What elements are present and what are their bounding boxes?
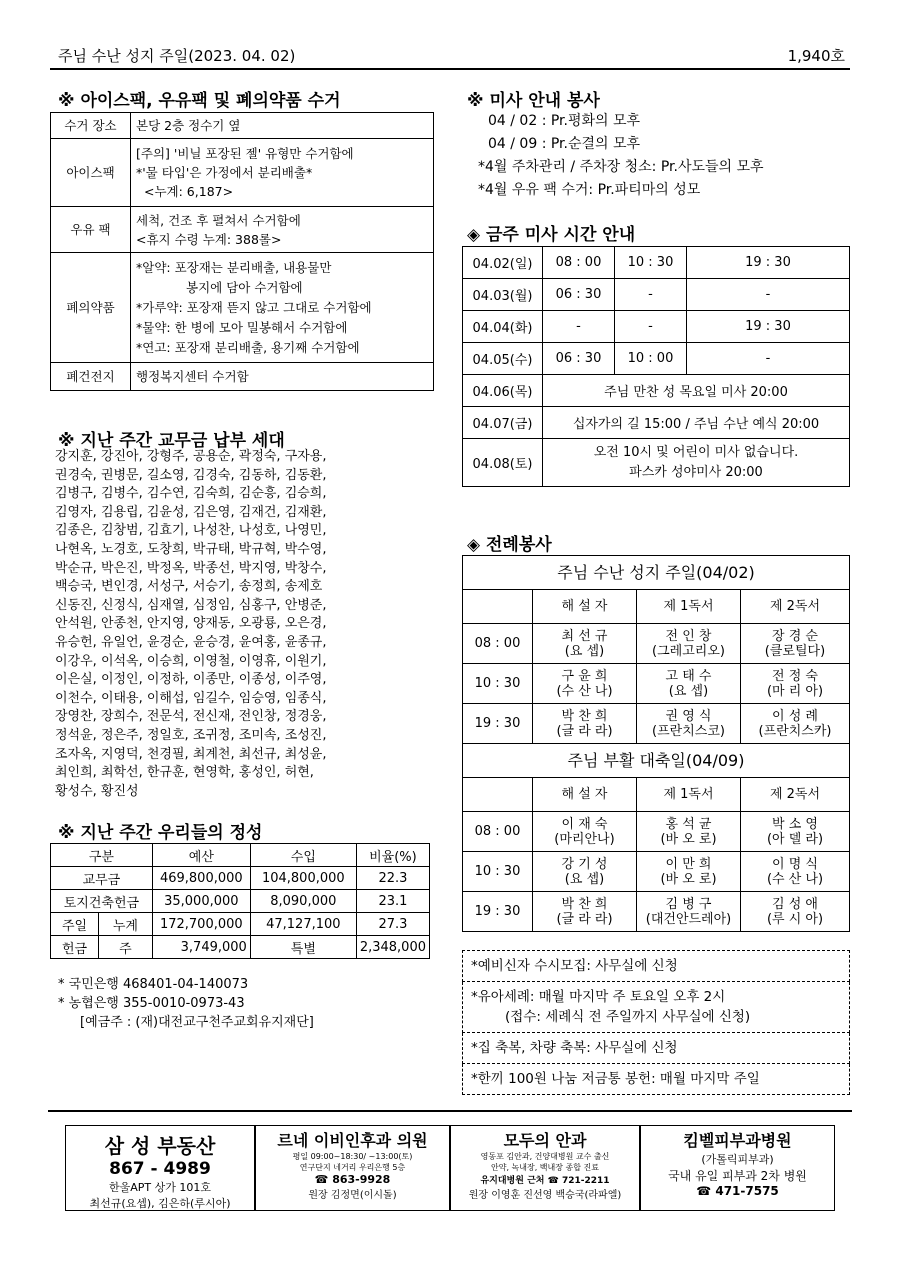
notice-item: *집 축복, 차량 축복: 사무실에 신청 — [462, 1033, 850, 1064]
time-cell: 10 : 30 — [463, 852, 533, 892]
person-cell — [533, 624, 637, 664]
time-cell: 10 : 30 — [615, 247, 687, 279]
person-cell — [741, 812, 850, 852]
sunday-label: 주일 — [51, 913, 99, 936]
time-cell: 19 : 30 — [687, 247, 850, 279]
col-header: 해 설 자 — [533, 590, 637, 624]
person-cell — [637, 664, 741, 704]
person-name: 장 경 순 — [772, 628, 818, 644]
saint-name: (마리안나) — [554, 831, 615, 847]
time-cell: 19 : 30 — [687, 311, 850, 343]
ad-samsung-realty — [65, 1125, 255, 1211]
row-label: 폐건전지 — [51, 363, 131, 391]
row-text: <휴지 수령 누계: 388롤> — [136, 231, 282, 247]
special-mass-line: 파스카 성야미사 20:00 — [629, 464, 763, 480]
table-row — [463, 778, 850, 812]
row-text: *알약: 포장재는 분리배출, 내용물만 — [136, 259, 332, 275]
ad-name: 킴벨피부과병원 — [683, 1131, 792, 1150]
ad-address: 한울APT 상가 101호 — [109, 1181, 211, 1194]
time-cell: - — [687, 279, 850, 311]
collection-title: ※ 아이스팩, 우유팩 및 폐의약품 수거 — [58, 91, 341, 111]
bulletin-date-title: 주님 수난 성지 주일(2023. 04. 02) — [58, 47, 296, 65]
row-label: 수거 장소 — [51, 113, 131, 139]
name-line: 장영찬, 장희수, 전문석, 전신재, 전인창, 정경웅, — [55, 709, 327, 725]
saint-name: (프란치스코) — [652, 723, 725, 739]
person-name: 김 병 구 — [665, 896, 712, 912]
date-cell: 04.03(월) — [463, 279, 543, 311]
special-mass-cell: 십자가의 길 15:00 / 주님 수난 예식 20:00 — [543, 407, 850, 439]
person-name: 구 윤 희 — [561, 668, 608, 684]
person-cell — [533, 704, 637, 744]
person-cell — [741, 704, 850, 744]
row-text: [주의] '비닐 포장된 젤' 유형만 수거함에 — [136, 146, 354, 161]
income-value: 104,800,000 — [250, 867, 356, 890]
col-header: 예산 — [152, 844, 250, 867]
ad-phone: 867 - 4989 — [109, 1159, 211, 1179]
table-row — [463, 247, 850, 279]
time-cell: - — [615, 279, 687, 311]
name-line: 김병구, 김병수, 김수연, 김숙희, 김순흥, 김승희, — [55, 486, 327, 502]
person-name: 박 소 영 — [772, 816, 818, 832]
name-line: 권경숙, 권병문, 길소영, 김경숙, 김동하, 김동환, — [55, 467, 327, 483]
row-label: 아이스팩 — [51, 139, 131, 207]
saint-name: (클로틸다) — [764, 643, 826, 659]
row-label: 폐의약품 — [51, 253, 131, 363]
ad-rene-ent — [255, 1125, 450, 1211]
person-cell — [741, 852, 850, 892]
table-row — [51, 139, 434, 207]
saint-name: (수 산 나) — [556, 683, 613, 699]
ad-director: 원장 이영훈 진선영 백승국(라파엘) — [468, 1190, 622, 1201]
income-value: 8,090,000 — [250, 890, 356, 913]
person-cell — [637, 624, 741, 664]
name-line: 황성수, 황진성 — [55, 783, 139, 799]
person-name: 박 찬 희 — [561, 896, 608, 912]
person-name: 권 영 식 — [665, 708, 712, 724]
special-mass-cell: 주님 만찬 성 목요일 미사 20:00 — [543, 375, 850, 407]
mass-times-title: ◈ 금주 미사 시간 안내 — [467, 225, 636, 245]
name-line: 김종은, 김창범, 김효기, 나성찬, 나성호, 나영민, — [55, 523, 327, 539]
table-row — [463, 744, 850, 778]
saint-name: (글 라 라) — [556, 723, 613, 739]
notice-item: *예비신자 수시모집: 사무실에 신청 — [462, 950, 850, 982]
offering-table — [50, 843, 430, 959]
time-cell: 06 : 30 — [543, 279, 615, 311]
notice-line: (접수: 세례식 전 주일까지 사무실에 신청) — [505, 1009, 751, 1025]
special-value: 2,348,000 — [356, 936, 429, 959]
tithe-name-list — [55, 448, 440, 801]
time-cell: 06 : 30 — [543, 343, 615, 375]
budget-value: 35,000,000 — [152, 890, 250, 913]
saint-name: (루 시 아) — [766, 911, 824, 927]
table-row — [463, 664, 850, 704]
table-row — [51, 890, 430, 913]
ad-modu-eye — [450, 1125, 640, 1211]
person-name: 이 명 식 — [772, 856, 818, 872]
person-name: 고 태 수 — [665, 668, 712, 684]
ad-info: 국내 유일 피부과 2차 병원 — [668, 1169, 807, 1183]
table-row — [51, 207, 434, 253]
table-row — [51, 253, 434, 363]
name-line: 유승헌, 유일언, 윤경순, 윤승경, 윤여홍, 윤종규, — [55, 634, 327, 650]
time-cell: - — [543, 311, 615, 343]
ad-phone: ☎ 471-7575 — [696, 1184, 779, 1198]
issue-number: 1,940호 — [787, 47, 845, 65]
table-row — [463, 812, 850, 852]
person-name: 이 재 숙 — [561, 816, 608, 832]
saint-name: (대건안드레아) — [645, 911, 732, 927]
budget-value: 469,800,000 — [152, 867, 250, 890]
person-name: 박 찬 희 — [561, 708, 608, 724]
table-row — [51, 113, 434, 139]
saint-name: (마 리 아) — [766, 683, 824, 699]
mass-times-table — [462, 246, 850, 487]
name-line: 백승국, 변인경, 서성구, 서승기, 송정희, 송제호 — [55, 579, 323, 595]
ad-info: 안약, 녹내장, 백내장 종합 진료 — [491, 1163, 599, 1172]
mass-service-list — [478, 110, 764, 202]
col-header: 해 설 자 — [533, 778, 637, 812]
table-row — [463, 556, 850, 590]
name-line: 안석원, 안종천, 안지영, 양재동, 오광룡, 오은경, — [55, 616, 327, 632]
notice-line: *유아세례: 매월 마지막 주 토요일 오후 2시 — [471, 989, 726, 1005]
row-text: 봉지에 담아 수거함에 — [186, 279, 303, 295]
header-divider — [50, 68, 850, 70]
ad-info: 영동포 김안과, 건양대병원 교수 출신 — [480, 1152, 610, 1161]
budget-value: 172,700,000 — [152, 913, 250, 936]
service-line: 04 / 02 : Pr.평화의 모후 — [488, 113, 641, 129]
row-label: 누계 — [99, 913, 153, 936]
ad-name: 모두의 안과 — [503, 1131, 587, 1150]
notice-box — [462, 950, 850, 1095]
person-name: 강 기 성 — [561, 856, 608, 872]
date-cell: 04.04(화) — [463, 311, 543, 343]
person-name: 전 인 창 — [665, 628, 712, 644]
service-line: *4월 우유 팩 수거: Pr.파티마의 성모 — [478, 182, 701, 198]
table-row — [463, 311, 850, 343]
saint-name: (요 셉) — [564, 643, 605, 659]
row-text: <누계: 6,187> — [144, 184, 234, 199]
budget-value: 3,749,000 — [152, 936, 250, 959]
notice-item: *한끼 100원 나눔 저금통 봉헌: 매월 마지막 주일 — [462, 1064, 850, 1095]
person-cell — [533, 892, 637, 932]
ratio-value: 27.3 — [356, 913, 429, 936]
col-header: 제 1독서 — [637, 778, 741, 812]
saint-name: (아 델 라) — [766, 831, 824, 847]
sunday-label: 헌금 — [51, 936, 99, 959]
special-mass-line: 오전 10시 및 어린이 미사 없습니다. — [593, 444, 799, 460]
name-line: 조자옥, 지영덕, 천경필, 최계천, 최선규, 최성윤, — [55, 746, 327, 762]
bank-account: * 국민은행 468401-04-140073 — [58, 977, 249, 992]
person-cell — [741, 624, 850, 664]
table-row — [463, 590, 850, 624]
col-header: 비율(%) — [356, 844, 429, 867]
saint-name: (수 산 나) — [766, 871, 824, 887]
name-line: 이은실, 이정인, 이정하, 이종만, 이종성, 이주영, — [55, 672, 327, 688]
row-text: *물약: 한 병에 모아 밀봉해서 수거함에 — [136, 319, 348, 335]
notice-item — [462, 982, 850, 1033]
special-mass-cell — [543, 439, 850, 487]
ad-name: 르네 이비인후과 의원 — [277, 1131, 428, 1150]
name-line: 최인희, 최학선, 한규훈, 현영학, 홍성인, 허현, — [55, 765, 314, 781]
table-row — [463, 375, 850, 407]
service-line: 04 / 09 : Pr.순결의 모후 — [488, 136, 641, 152]
saint-name: (그레고리오) — [652, 643, 725, 659]
special-label: 특별 — [250, 936, 356, 959]
table-row — [463, 279, 850, 311]
time-cell: 08 : 00 — [463, 624, 533, 664]
saint-name: (바 오 로) — [660, 831, 717, 847]
ratio-value: 22.3 — [356, 867, 429, 890]
row-text: *가루약: 포장재 뜯지 않고 그대로 수거함에 — [136, 299, 372, 315]
offering-title: ※ 지난 주간 우리들의 정성 — [58, 823, 263, 843]
ad-name: 삼 성 부동산 — [104, 1134, 216, 1158]
ad-subtitle: (가톨릭피부과) — [701, 1153, 774, 1166]
person-cell — [637, 704, 741, 744]
account-holder: [예금주 : (재)대전교구천주교회유지재단] — [80, 1015, 314, 1030]
time-cell: 08 : 00 — [463, 812, 533, 852]
row-label: 교무금 — [51, 867, 153, 890]
col-header: 제 2독서 — [741, 590, 850, 624]
table-row — [463, 343, 850, 375]
col-header: 제 2독서 — [741, 778, 850, 812]
table-row — [463, 704, 850, 744]
table-row — [463, 892, 850, 932]
table-row — [51, 867, 430, 890]
saint-name: (바 오 로) — [660, 871, 717, 887]
person-name: 최 선 규 — [561, 628, 608, 644]
time-cell: 10 : 30 — [463, 664, 533, 704]
table-row — [51, 936, 430, 959]
name-line: 이천수, 이태용, 이해섭, 임길수, 임승영, 임종식, — [55, 690, 327, 706]
time-cell: 19 : 30 — [463, 704, 533, 744]
date-cell: 04.08(토) — [463, 439, 543, 487]
table-row — [51, 363, 434, 391]
person-cell — [741, 664, 850, 704]
time-cell: 19 : 30 — [463, 892, 533, 932]
date-cell: 04.02(일) — [463, 247, 543, 279]
person-cell — [533, 812, 637, 852]
ad-hours: 평일 09:00~18:30/ ~13:00(토) — [292, 1152, 413, 1161]
ad-kimbell-derm — [640, 1125, 835, 1211]
person-cell — [637, 812, 741, 852]
time-cell: - — [687, 343, 850, 375]
saint-name: (프란치스카) — [758, 723, 832, 739]
person-name: 전 정 숙 — [772, 668, 818, 684]
date-cell: 04.07(금) — [463, 407, 543, 439]
ad-phone: ☎ 863-9928 — [314, 1173, 391, 1186]
footer-divider — [48, 1110, 852, 1112]
row-text: 행정복지센터 수거함 — [136, 369, 249, 384]
saint-name: (요 셉) — [564, 871, 605, 887]
name-line: 강지훈, 강진아, 강형주, 공용순, 곽정숙, 구자용, — [55, 449, 327, 464]
time-cell: 08 : 00 — [543, 247, 615, 279]
date-cell: 04.05(수) — [463, 343, 543, 375]
row-label: 주 — [99, 936, 153, 959]
col-header: 구분 — [51, 844, 153, 867]
name-line: 김영자, 김용립, 김윤성, 김은영, 김재건, 김재환, — [55, 504, 327, 520]
bank-info — [58, 975, 314, 1032]
person-cell — [637, 852, 741, 892]
liturgy-group-name: 주님 수난 성지 주일(04/02) — [463, 556, 850, 590]
name-line: 정석윤, 정은주, 정일호, 조귀정, 조미속, 조성진, — [55, 727, 327, 743]
liturgy-title: ◈ 전례봉사 — [467, 535, 552, 555]
ad-owner: 최선규(요셉), 김은하(루시아) — [89, 1197, 231, 1210]
row-label: 토지건축헌금 — [51, 890, 153, 913]
ad-location: 연구단지 네거리 우리은행 5층 — [299, 1163, 406, 1172]
row-label: 우유 팩 — [51, 207, 131, 253]
person-cell — [637, 892, 741, 932]
person-cell — [741, 892, 850, 932]
collection-table — [50, 112, 434, 391]
person-name: 이 성 례 — [772, 708, 818, 724]
name-line: 이강우, 이석옥, 이승희, 이영철, 이영휴, 이원기, — [55, 653, 327, 669]
bank-account: * 농협은행 355-0010-0973-43 — [58, 996, 245, 1011]
table-row — [463, 624, 850, 664]
table-row — [51, 913, 430, 936]
person-cell — [533, 664, 637, 704]
col-header: 수입 — [250, 844, 356, 867]
table-row — [51, 844, 430, 867]
name-line: 신동진, 신정식, 심재열, 심정임, 심홍구, 안병준, — [55, 597, 327, 613]
name-line: 나현옥, 노경호, 도창희, 박규태, 박규혁, 박수영, — [55, 541, 327, 557]
liturgy-group-name: 주님 부활 대축일(04/09) — [463, 744, 850, 778]
ratio-value: 23.1 — [356, 890, 429, 913]
ad-phone: 유지대병원 근처 ☎ 721-2211 — [480, 1176, 610, 1186]
date-cell: 04.06(목) — [463, 375, 543, 407]
empty-header — [463, 778, 533, 812]
person-name: 김 성 애 — [772, 896, 818, 912]
name-line: 박순규, 박은진, 박정옥, 박종선, 박지영, 박창수, — [55, 560, 327, 576]
ad-director: 원장 김정면(이시돌) — [308, 1190, 397, 1201]
person-cell — [533, 852, 637, 892]
table-row — [463, 439, 850, 487]
empty-header — [463, 590, 533, 624]
time-cell: - — [615, 311, 687, 343]
income-value: 47,127,100 — [250, 913, 356, 936]
person-name: 홍 석 균 — [665, 816, 712, 832]
saint-name: (요 셉) — [668, 683, 709, 699]
time-cell: 10 : 00 — [615, 343, 687, 375]
col-header: 제 1독서 — [637, 590, 741, 624]
saint-name: (글 라 라) — [556, 911, 613, 927]
service-line: *4월 주차관리 / 주차장 청소: Pr.사도들의 모후 — [478, 159, 764, 175]
row-text: 본당 2층 정수기 옆 — [136, 118, 241, 133]
mass-service-title: ※ 미사 안내 봉사 — [467, 91, 600, 111]
table-row — [463, 407, 850, 439]
liturgy-table — [462, 555, 850, 932]
table-row — [463, 852, 850, 892]
row-text: *연고: 포장재 분리배출, 용기째 수거함에 — [136, 339, 360, 355]
tithe-title: ※ 지난 주간 교무금 납부 세대 — [58, 431, 285, 451]
row-text: 세척, 건조 후 펼쳐서 수거함에 — [136, 212, 301, 228]
person-name: 이 만 희 — [665, 856, 712, 872]
row-text: *'물 타입'은 가정에서 분리배출* — [136, 165, 313, 180]
